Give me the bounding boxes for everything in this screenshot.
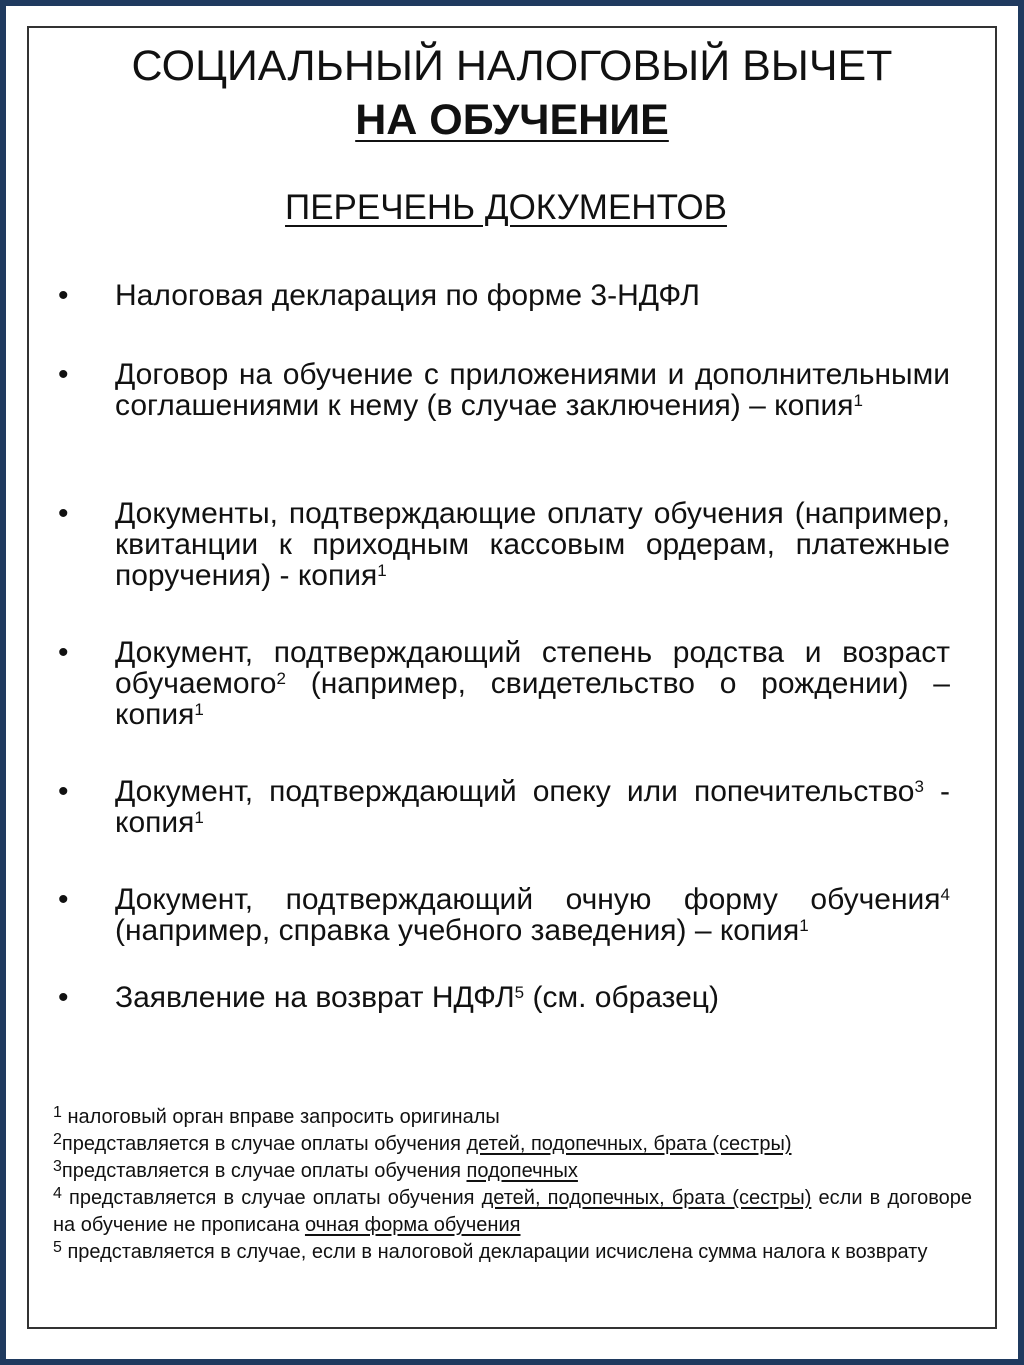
footnote-text: представляется в случае оплаты обучения <box>61 1160 467 1182</box>
footnote <box>53 1239 972 1266</box>
footnote <box>53 1158 972 1185</box>
footnote-ref: 1 <box>377 561 387 580</box>
footnote-ref: 1 <box>853 391 863 410</box>
list-item-text: - копия <box>115 775 950 839</box>
list-item-text: Налоговая декларация по форме 3-НДФЛ <box>115 279 700 312</box>
bullet-icon: • <box>58 981 69 1014</box>
list-item-text: Договор на обучение с приложениями и дополнительными соглашениями к нему (в случае заключения) – копия <box>115 358 950 422</box>
list-item-text: Заявление на возврат НДФЛ <box>115 981 515 1014</box>
footnote-text: если в договоре на обучение не прописана <box>53 1187 972 1236</box>
page-title-line1: СОЦИАЛЬНЫЙ НАЛОГОВЫЙ ВЫЧЕТ <box>131 42 893 90</box>
list-item-text: Документы, подтверждающие оплату обучения (например, квитанции к приходным кассовым ордерам, платежные поручения) - копия <box>115 497 950 592</box>
list-item <box>58 884 950 946</box>
footnote-ref: 1 <box>799 916 809 935</box>
list-item-text: (см. образец) <box>524 981 719 1014</box>
footnotes <box>53 1104 972 1266</box>
footnote-text: представляется в случае, если в налоговой декларации исчислена сумма налога к возврату <box>61 1241 928 1263</box>
list-item <box>58 982 950 1013</box>
page-title-line2: НА ОБУЧЕНИЕ <box>355 96 669 144</box>
footnote <box>53 1131 972 1158</box>
list-item <box>58 280 950 311</box>
bullet-icon: • <box>58 497 69 530</box>
list-item <box>58 637 950 730</box>
footnote-ref: 2 <box>276 669 286 688</box>
list-item-text: Документ, подтверждающий опеку или попечительство <box>115 775 915 808</box>
footnote-ref: 1 <box>194 808 204 827</box>
footnote-ref: 3 <box>914 777 924 796</box>
list-item-text: Документ, подтверждающий степень родства и возраст обучаемого <box>115 636 950 700</box>
list-item-text: (например, справка учебного заведения) – копия <box>115 914 800 947</box>
bullet-icon: • <box>58 636 69 669</box>
bullet-icon: • <box>58 358 69 391</box>
list-item-text: Документ, подтверждающий очную форму обучения <box>115 883 941 916</box>
footnote-underlined: детей, подопечных, брата (сестры) <box>466 1133 792 1155</box>
footnote-number: 2 <box>53 1131 62 1149</box>
list-item-text: (например, свидетельство о рождении) – копия <box>115 667 950 731</box>
footnote-text: налоговый орган вправе запросить оригиналы <box>61 1106 500 1128</box>
footnote-text: представляется в случае оплаты обучения <box>61 1133 467 1155</box>
bullet-icon: • <box>58 883 69 916</box>
bullet-icon: • <box>58 279 69 312</box>
footnote-ref: 1 <box>194 700 204 719</box>
footnote-ref: 4 <box>940 885 950 904</box>
footnote-underlined: детей, подопечных, брата (сестры) <box>481 1187 812 1209</box>
footnote-underlined: подопечных <box>466 1160 578 1182</box>
section-subtitle: ПЕРЕЧЕНЬ ДОКУМЕНТОВ <box>285 188 727 227</box>
bullet-icon: • <box>58 775 69 808</box>
footnote <box>53 1185 972 1239</box>
footnote-number: 4 <box>53 1185 62 1203</box>
footnote-number: 5 <box>53 1239 62 1257</box>
footnote-text: представляется в случае оплаты обучения <box>61 1187 482 1209</box>
footnote-number: 1 <box>53 1104 62 1122</box>
footnote <box>53 1104 972 1131</box>
list-item <box>58 498 950 591</box>
list-item <box>58 776 950 838</box>
footnote-ref: 5 <box>514 983 525 1002</box>
list-item <box>58 359 950 421</box>
footnote-number: 3 <box>53 1158 62 1176</box>
footnote-underlined: очная форма обучения <box>304 1214 521 1236</box>
